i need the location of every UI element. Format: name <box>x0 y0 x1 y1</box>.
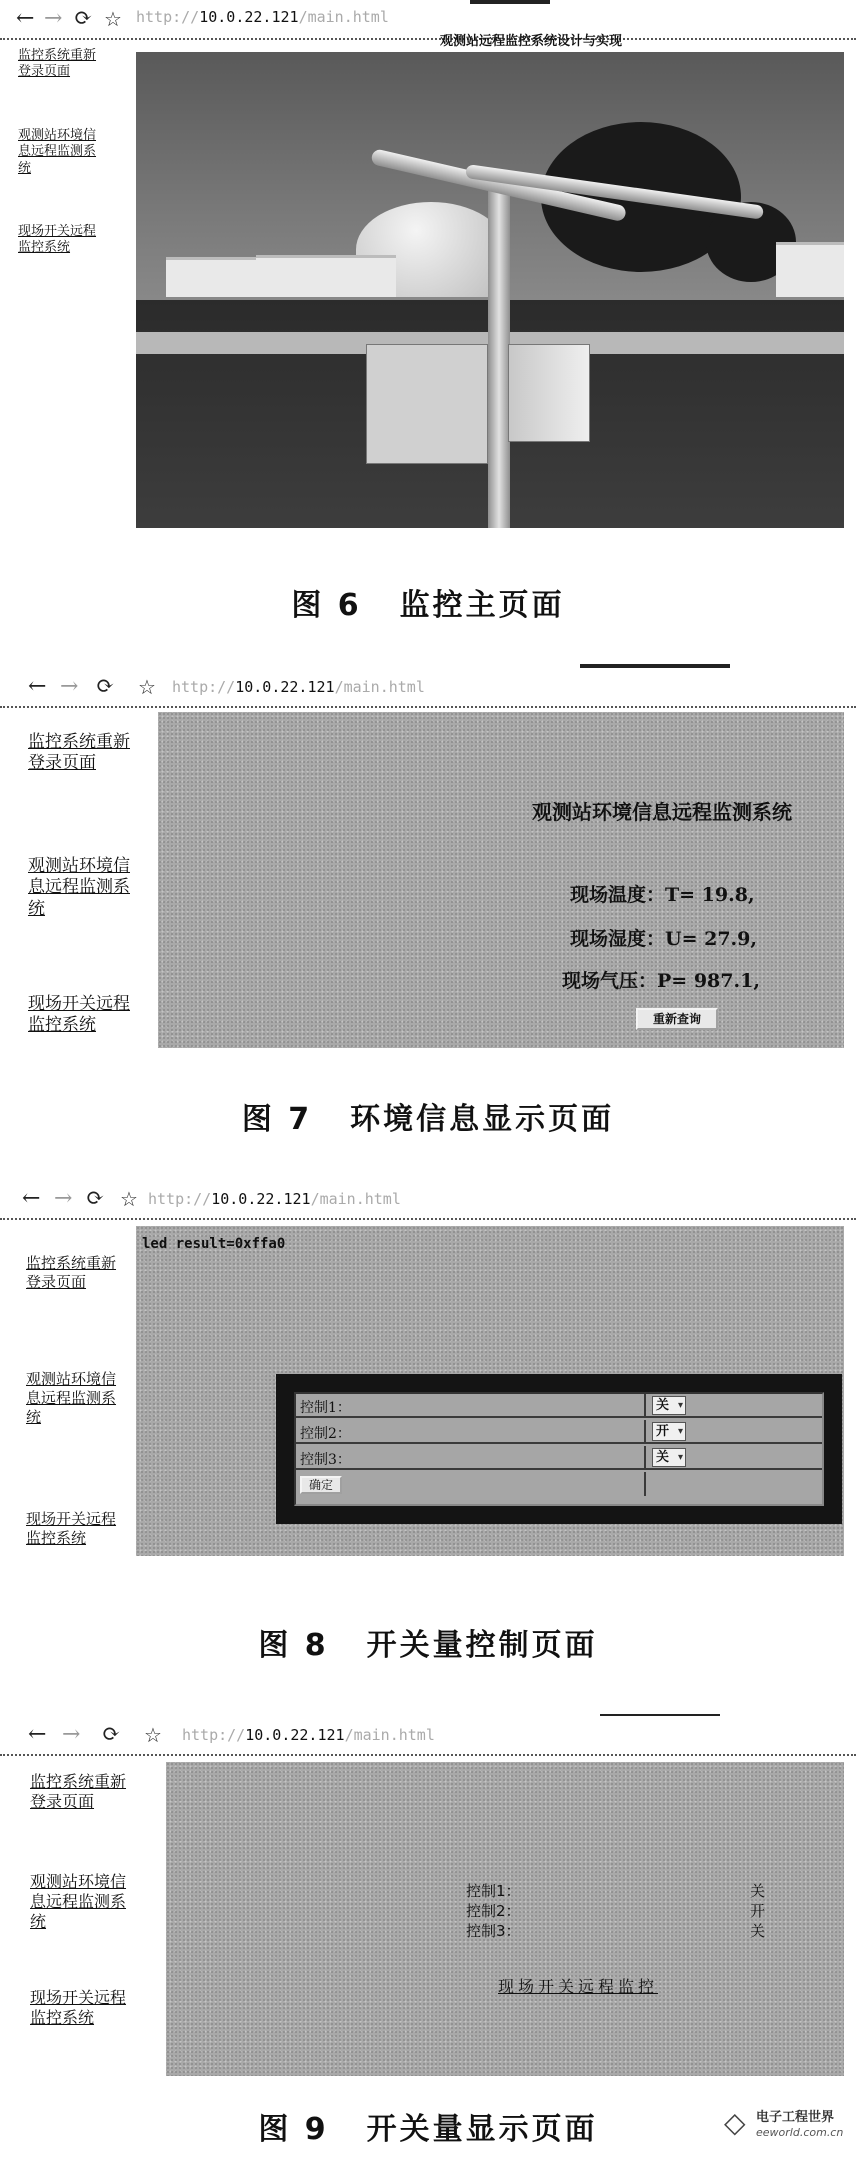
pressure-reading: 现场气压：P= 987.1, <box>562 970 760 992</box>
nav-relogin-link[interactable]: 监控系统重新登录页面 <box>26 1254 117 1291</box>
forward-icon[interactable]: → <box>44 6 63 31</box>
reload-icon[interactable]: ⟳ <box>102 1722 121 1747</box>
figure-6 <box>0 0 856 623</box>
reload-icon[interactable]: ⟳ <box>86 1186 105 1211</box>
url-host: 10.0.22.121 <box>199 8 299 26</box>
nav-switch-control-link[interactable]: 现场开关远程监控系统 <box>30 1988 127 2027</box>
site-watermark <box>724 2102 850 2152</box>
browser-toolbar <box>0 1178 856 1220</box>
caption-text: 环境信息显示页面 <box>350 1102 615 1137</box>
url-prefix: http:// <box>182 1726 246 1744</box>
temperature-reading: 现场温度：T= 19.8, <box>570 884 755 906</box>
status-value: 关 <box>750 1882 766 1900</box>
refresh-button[interactable]: 重新查询 <box>636 1008 718 1030</box>
figure-7 <box>0 664 856 1144</box>
bookmark-star-icon[interactable]: ☆ <box>120 1187 138 1211</box>
switch-status-panel <box>166 1762 844 2076</box>
photo-instrument-box-2 <box>508 344 590 442</box>
url-host: 10.0.22.121 <box>235 678 335 696</box>
column-divider <box>644 1420 646 1442</box>
url-path: /main.html <box>334 678 425 696</box>
humidity-reading: 现场湿度：U= 27.9, <box>570 928 757 950</box>
photo-building-left <box>166 257 266 297</box>
address-bar[interactable] <box>148 1190 401 1208</box>
bookmark-star-icon[interactable]: ☆ <box>104 7 122 31</box>
url-path: /main.html <box>344 1726 435 1744</box>
address-bar[interactable] <box>172 678 425 696</box>
caption-text: 开关量控制页面 <box>366 1628 598 1663</box>
back-icon[interactable]: ← <box>22 1186 41 1211</box>
figure-caption <box>0 1094 856 1138</box>
control-label: 控制3： <box>300 1452 351 1468</box>
control-2-select[interactable] <box>652 1422 686 1441</box>
url-path: /main.html <box>298 8 389 26</box>
forward-icon[interactable]: → <box>62 1722 81 1747</box>
switch-control-panel <box>136 1226 844 1556</box>
chevron-down-icon: ▾ <box>677 1426 683 1437</box>
scroll-indicator <box>470 0 550 4</box>
control-label: 控制2： <box>300 1426 351 1442</box>
url-host: 10.0.22.121 <box>211 1190 311 1208</box>
photo-instrument-box <box>366 344 488 464</box>
page-title: 观测站远程监控系统设计与实现 <box>440 34 623 49</box>
forward-icon[interactable]: → <box>60 674 79 699</box>
photo-building-right <box>776 242 844 297</box>
control-row <box>296 1446 822 1470</box>
caption-number: 图 8 <box>258 1628 329 1663</box>
nav-switch-control-link[interactable]: 现场开关远程监控系统 <box>28 994 130 1036</box>
chevron-down-icon: ▾ <box>677 1400 683 1411</box>
url-host: 10.0.22.121 <box>245 1726 345 1744</box>
back-icon[interactable]: ← <box>28 674 47 699</box>
watermark-site: eeworld.com.cn <box>756 2126 844 2139</box>
caption-number: 图 7 <box>241 1102 313 1137</box>
scroll-indicator <box>600 1714 720 1716</box>
reload-icon[interactable]: ⟳ <box>96 674 115 699</box>
status-value: 开 <box>750 1902 766 1920</box>
column-divider <box>644 1446 646 1468</box>
url-prefix: http:// <box>148 1190 212 1208</box>
url-path: /main.html <box>310 1190 401 1208</box>
nav-env-monitor-link[interactable]: 观测站环境信息远程监测系统 <box>26 1370 117 1426</box>
status-label: 控制2： <box>466 1902 521 1920</box>
status-label: 控制1： <box>466 1882 521 1900</box>
address-bar[interactable] <box>182 1726 435 1744</box>
nav-relogin-link[interactable]: 监控系统重新登录页面 <box>18 48 97 80</box>
watermark-brand: 电子工程世界 <box>756 2110 835 2125</box>
chevron-down-icon: ▾ <box>677 1452 683 1463</box>
select-value: 关 <box>656 1450 670 1465</box>
nav-env-monitor-link[interactable]: 观测站环境信息远程监测系统 <box>30 1872 127 1931</box>
bookmark-star-icon[interactable]: ☆ <box>138 675 156 699</box>
bookmark-star-icon[interactable]: ☆ <box>144 1723 162 1747</box>
control-1-select[interactable] <box>652 1396 686 1415</box>
figure-caption <box>0 1620 856 1664</box>
figure-8 <box>0 1178 856 1663</box>
column-divider <box>644 1472 646 1496</box>
caption-text: 监控主页面 <box>399 588 565 623</box>
status-value: 关 <box>750 1922 766 1940</box>
browser-toolbar <box>0 0 856 40</box>
env-info-panel <box>158 712 844 1048</box>
nav-relogin-link[interactable]: 监控系统重新登录页面 <box>28 732 130 774</box>
column-divider <box>644 1394 646 1416</box>
select-value: 关 <box>656 1398 670 1413</box>
control-label: 控制1： <box>300 1400 351 1416</box>
control-row <box>296 1420 822 1444</box>
env-system-title: 观测站环境信息远程监测系统 <box>532 800 792 824</box>
figure-9 <box>0 1712 856 2159</box>
station-photo <box>136 52 844 528</box>
photo-building <box>256 255 396 297</box>
back-icon[interactable]: ← <box>16 6 35 31</box>
caption-number: 图 6 <box>291 588 362 623</box>
control-row <box>296 1472 822 1496</box>
forward-icon[interactable]: → <box>54 1186 73 1211</box>
nav-env-monitor-link[interactable]: 观测站环境信息远程监测系统 <box>18 128 97 176</box>
browser-toolbar <box>0 664 856 708</box>
led-result: led result=0xffa0 <box>142 1236 286 1252</box>
back-icon[interactable]: ← <box>28 1722 47 1747</box>
reload-icon[interactable]: ⟳ <box>74 6 93 31</box>
nav-env-monitor-link[interactable]: 观测站环境信息远程监测系统 <box>28 856 130 919</box>
figure-caption <box>0 580 856 624</box>
control-table-frame <box>276 1374 842 1524</box>
scroll-indicator <box>580 664 730 668</box>
caption-text: 开关量显示页面 <box>366 2112 598 2147</box>
url-prefix: http:// <box>136 8 200 26</box>
nav-relogin-link[interactable]: 监控系统重新登录页面 <box>30 1772 127 1811</box>
address-bar[interactable] <box>136 8 389 26</box>
nav-switch-control-link[interactable]: 现场开关远程监控系统 <box>18 224 97 256</box>
caption-number: 图 9 <box>258 2112 329 2147</box>
control-3-select[interactable] <box>652 1448 686 1467</box>
url-prefix: http:// <box>172 678 236 696</box>
switch-control-link[interactable]: 现场开关远程监控 <box>498 1977 659 1996</box>
browser-toolbar <box>0 1712 856 1756</box>
confirm-button[interactable]: 确定 <box>300 1476 342 1494</box>
nav-switch-control-link[interactable]: 现场开关远程监控系统 <box>26 1510 117 1547</box>
control-table <box>294 1392 824 1506</box>
control-row <box>296 1394 822 1418</box>
status-label: 控制3： <box>466 1922 521 1940</box>
watermark-logo-icon: ◇ <box>724 2106 746 2139</box>
select-value: 开 <box>656 1424 670 1439</box>
photo-pole <box>488 180 510 528</box>
